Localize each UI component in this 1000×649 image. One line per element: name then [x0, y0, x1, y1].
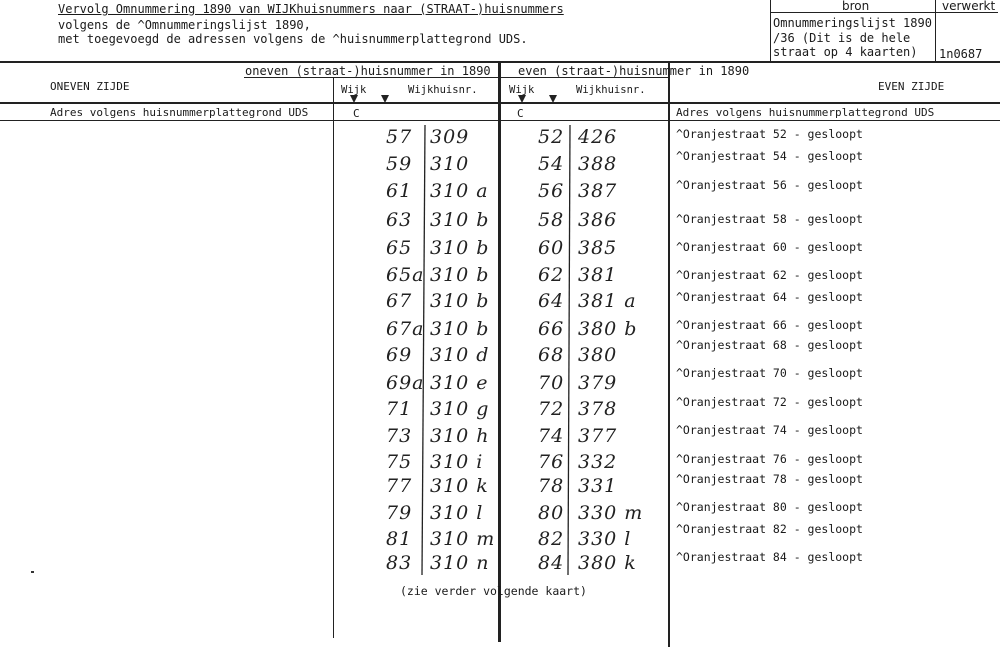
odd-row-wijkhuisnr: 310 e	[430, 372, 489, 394]
odd-row-number: 71	[386, 398, 413, 420]
odd-row-number: 57	[386, 126, 413, 148]
even-row-number: 62	[538, 264, 565, 286]
odd-row-number: 67a	[386, 318, 425, 340]
even-row-address: ^Oranjestraat 82 - gesloopt	[676, 522, 863, 536]
source-code: 1n0687	[939, 47, 983, 61]
wijk-odd-label: Wijk	[341, 84, 367, 96]
even-row-wijkhuisnr: 381	[578, 264, 618, 286]
header-line-2: volgens de ^Omnummeringslijst 1890,	[58, 18, 311, 32]
even-row-wijkhuisnr: 332	[578, 451, 618, 473]
even-row-address: ^Oranjestraat 68 - gesloopt	[676, 338, 863, 352]
odd-row-wijkhuisnr: 309	[430, 126, 470, 148]
even-row-address: ^Oranjestraat 78 - gesloopt	[676, 472, 863, 486]
odd-row-wijkhuisnr: 310 i	[430, 451, 484, 473]
even-row-address: ^Oranjestraat 74 - gesloopt	[676, 423, 863, 437]
wijk-code-odd: C	[353, 107, 360, 120]
header-line-3: met toegevoegd de adressen volgens de ^huisnummerplattegrond UDS.	[58, 32, 528, 46]
odd-row-wijkhuisnr: 310 k	[430, 475, 489, 497]
even-row-number: 76	[538, 451, 565, 473]
oneven-zijde-label: ONEVEN ZIJDE	[50, 80, 130, 93]
odd-row-number: 69a	[386, 372, 425, 394]
source-line-2: /36 (Dit is de hele	[773, 31, 911, 45]
even-row-wijkhuisnr: 330 m	[578, 502, 644, 524]
even-row-number: 70	[538, 372, 565, 394]
even-row-wijkhuisnr: 381 a	[578, 290, 637, 312]
odd-row-number: 75	[386, 451, 413, 473]
odd-row-wijkhuisnr: 310 l	[430, 502, 484, 524]
odd-row-wijkhuisnr: 310 b	[430, 318, 490, 340]
wijkhuisnr-odd-label: Wijkhuisnr.	[408, 84, 478, 96]
even-row-address: ^Oranjestraat 76 - gesloopt	[676, 452, 863, 466]
odd-row-wijkhuisnr: 310	[430, 153, 470, 175]
even-row-address: ^Oranjestraat 58 - gesloopt	[676, 212, 863, 226]
odd-row-wijkhuisnr: 310 a	[430, 180, 489, 202]
even-row-address: ^Oranjestraat 62 - gesloopt	[676, 268, 863, 282]
even-row-number: 54	[538, 153, 565, 175]
wijkhuisnr-even-label: Wijkhuisnr.	[576, 84, 646, 96]
adres-right-label: Adres volgens huisnummerplattegrond UDS	[676, 106, 935, 119]
even-row-wijkhuisnr: 387	[578, 180, 618, 202]
even-row-wijkhuisnr: 379	[578, 372, 618, 394]
source-line-3: straat op 4 kaarten)	[773, 45, 918, 59]
even-row-wijkhuisnr: 377	[578, 425, 618, 447]
even-row-address: ^Oranjestraat 80 - gesloopt	[676, 500, 863, 514]
odd-row-wijkhuisnr: 310 h	[430, 425, 490, 447]
even-row-wijkhuisnr: 388	[578, 153, 618, 175]
odd-row-number: 83	[386, 552, 413, 574]
even-row-number: 66	[538, 318, 565, 340]
even-row-address: ^Oranjestraat 64 - gesloopt	[676, 290, 863, 304]
odd-row-number: 67	[386, 290, 413, 312]
even-row-address: ^Oranjestraat 70 - gesloopt	[676, 366, 863, 380]
even-row-address: ^Oranjestraat 84 - gesloopt	[676, 550, 863, 564]
even-row-address: ^Oranjestraat 56 - gesloopt	[676, 178, 863, 192]
even-row-wijkhuisnr: 380	[578, 344, 618, 366]
even-row-number: 68	[538, 344, 565, 366]
even-row-number: 78	[538, 475, 565, 497]
bron-label: bron	[842, 0, 870, 13]
oneven-header: oneven (straat-)huisnummer in 1890	[245, 64, 491, 78]
footer-note: (zie verder volgende kaart)	[400, 584, 587, 598]
verwerkt-label: verwerkt	[942, 0, 996, 13]
even-row-number: 80	[538, 502, 565, 524]
odd-row-number: 65	[386, 237, 413, 259]
odd-row-wijkhuisnr: 310 b	[430, 209, 490, 231]
odd-row-wijkhuisnr: 310 b	[430, 264, 490, 286]
odd-row-number: 59	[386, 153, 413, 175]
stray-mark	[31, 571, 34, 573]
odd-row-wijkhuisnr: 310 d	[430, 344, 490, 366]
even-row-number: 84	[538, 552, 565, 574]
odd-row-number: 79	[386, 502, 413, 524]
even-row-number: 56	[538, 180, 565, 202]
odd-row-number: 81	[386, 528, 413, 550]
down-arrow-icon	[549, 95, 557, 103]
even-row-wijkhuisnr: 378	[578, 398, 618, 420]
even-row-address: ^Oranjestraat 60 - gesloopt	[676, 240, 863, 254]
even-row-number: 60	[538, 237, 565, 259]
odd-row-number: 61	[386, 180, 413, 202]
even-row-number: 74	[538, 425, 565, 447]
even-row-wijkhuisnr: 331	[578, 475, 618, 497]
odd-row-wijkhuisnr: 310 n	[430, 552, 490, 574]
even-row-number: 64	[538, 290, 565, 312]
wijk-code-even: C	[517, 107, 524, 120]
header-title: Vervolg Omnummering 1890 van WIJKhuisnummers naar (STRAAT-)huisnummers	[58, 2, 564, 16]
even-zijde-label: EVEN ZIJDE	[878, 80, 945, 93]
odd-row-wijkhuisnr: 310 b	[430, 290, 490, 312]
even-row-wijkhuisnr: 386	[578, 209, 618, 231]
down-arrow-icon	[350, 95, 358, 103]
even-row-wijkhuisnr: 385	[578, 237, 618, 259]
even-row-number: 72	[538, 398, 565, 420]
even-row-address: ^Oranjestraat 66 - gesloopt	[676, 318, 863, 332]
down-arrow-icon	[381, 95, 389, 103]
odd-row-number: 77	[386, 475, 413, 497]
odd-row-wijkhuisnr: 310 b	[430, 237, 490, 259]
wijk-even-label: Wijk	[509, 84, 535, 96]
odd-row-wijkhuisnr: 310 m	[430, 528, 496, 550]
odd-row-number: 73	[386, 425, 413, 447]
even-row-number: 58	[538, 209, 565, 231]
even-row-wijkhuisnr: 426	[578, 126, 618, 148]
even-header: even (straat-)huisnummer in 1890	[518, 64, 750, 78]
source-line-1: Omnummeringslijst 1890	[773, 16, 932, 30]
odd-row-wijkhuisnr: 310 g	[430, 398, 490, 420]
adres-left-label: Adres volgens huisnummerplattegrond UDS	[50, 106, 309, 119]
odd-row-number: 63	[386, 209, 413, 231]
odd-row-number: 65a	[386, 264, 425, 286]
even-row-wijkhuisnr: 380 b	[578, 318, 638, 340]
odd-row-number: 69	[386, 344, 413, 366]
even-row-address: ^Oranjestraat 54 - gesloopt	[676, 149, 863, 163]
even-row-number: 52	[538, 126, 565, 148]
even-row-wijkhuisnr: 380 k	[578, 552, 637, 574]
down-arrow-icon	[518, 95, 526, 103]
even-row-address: ^Oranjestraat 52 - gesloopt	[676, 127, 863, 141]
even-row-address: ^Oranjestraat 72 - gesloopt	[676, 395, 863, 409]
even-row-number: 82	[538, 528, 565, 550]
even-row-wijkhuisnr: 330 l	[578, 528, 632, 550]
